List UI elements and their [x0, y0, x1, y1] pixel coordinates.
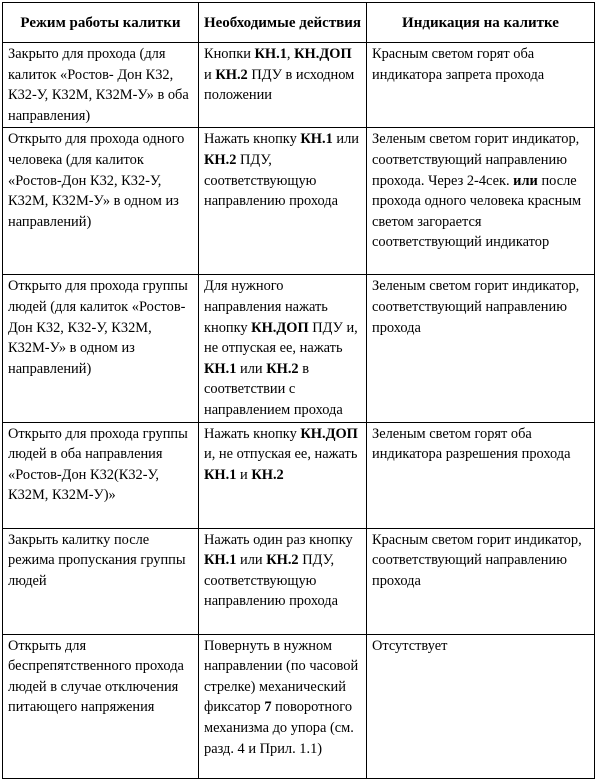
indication-cell: Зеленым светом горит индикатор, соответствующий направлению прохода [367, 275, 595, 422]
bold-term: КН.2 [251, 466, 284, 483]
table-row [3, 128, 595, 275]
table-header-row [3, 3, 595, 43]
bold-term: 7 [264, 699, 272, 716]
header-mode: Режим работы калитки [3, 3, 199, 43]
bold-term: КН.1 [300, 131, 333, 148]
table-row [3, 43, 595, 128]
bold-term: или [513, 172, 538, 189]
table-row [3, 275, 595, 422]
header-indication: Индикация на калитке [367, 3, 595, 43]
mode-cell: Открыто для прохода группы людей в оба направления «Ростов-Дон К32(К32-У, К32М, К32М-У)» [3, 422, 199, 528]
header-action: Необходимые действия [199, 3, 367, 43]
indication-cell: Зеленым светом горят оба индикатора разрешения прохода [367, 422, 595, 528]
bold-term: КН.1 [254, 46, 287, 62]
table-row [3, 634, 595, 778]
table-row [3, 422, 595, 528]
action-cell: Нажать один раз кнопку КН.1 или КН.2 ПДУ, соответствующую направлению прохода [199, 528, 367, 634]
bold-term: КН.ДОП [300, 425, 358, 442]
mode-cell: Открыто для прохода одного человека (для калиток «Ростов-Дон К32, К32-У, К32М, К32М-У» в одном из направлений) [3, 128, 199, 275]
bold-term: КН.1 [204, 360, 237, 377]
modes-table [2, 2, 595, 779]
mode-cell: Закрыть калитку после режима пропускания группы людей [3, 528, 199, 634]
bold-term: КН.2 [215, 66, 248, 83]
action-cell: Нажать кнопку КН.1 или КН.2 ПДУ, соответствующую направлению прохода [199, 128, 367, 275]
bold-term: КН.1 [204, 466, 237, 483]
bold-term: КН.ДОП [294, 46, 352, 62]
mode-cell: Открыть для беспрепятственного прохода людей в случае отключения питающего напряжения [3, 634, 199, 778]
indication-cell: Красным светом горит индикатор, соответствующий направлению прохода [367, 528, 595, 634]
table-row [3, 528, 595, 634]
action-cell: Для нужного направления нажать кнопку КН.ДОП ПДУ и, не отпуская ее, нажать КН.1 или КН.2 в соответствии с направлением прохода [199, 275, 367, 422]
action-cell: Повернуть в нужном направлении (по часовой стрелке) механический фиксатор 7 поворотного механизма до упора (см. разд. 4 и Прил. 1.1) [199, 634, 367, 778]
indication-cell: Красным светом горят оба индикатора запрета прохода [367, 43, 595, 128]
mode-cell: Закрыто для прохода (для калиток «Ростов- Дон К32, К32-У, К32М, К32М-У» в оба направления) [3, 43, 199, 128]
bold-term: КН.2 [204, 151, 237, 168]
action-cell: Кнопки КН.1, КН.ДОП и КН.2 ПДУ в исходном положении [199, 43, 367, 128]
mode-cell: Открыто для прохода группы людей (для калиток «Ростов-Дон К32, К32-У, К32М, К32М-У» в одном из направлений) [3, 275, 199, 422]
bold-term: КН.2 [266, 552, 299, 569]
bold-term: КН.ДОП [251, 319, 309, 336]
bold-term: КН.1 [204, 552, 237, 569]
indication-cell: Зеленым светом горит индикатор, соответствующий направлению прохода. Через 2-4сек. или после прохода одного человека красным светом загорается соответствующий индикатор [367, 128, 595, 275]
indication-cell: Отсутствует [367, 634, 595, 778]
bold-term: КН.2 [266, 360, 299, 377]
action-cell: Нажать кнопку КН.ДОП и, не отпуская ее, нажать КН.1 и КН.2 [199, 422, 367, 528]
